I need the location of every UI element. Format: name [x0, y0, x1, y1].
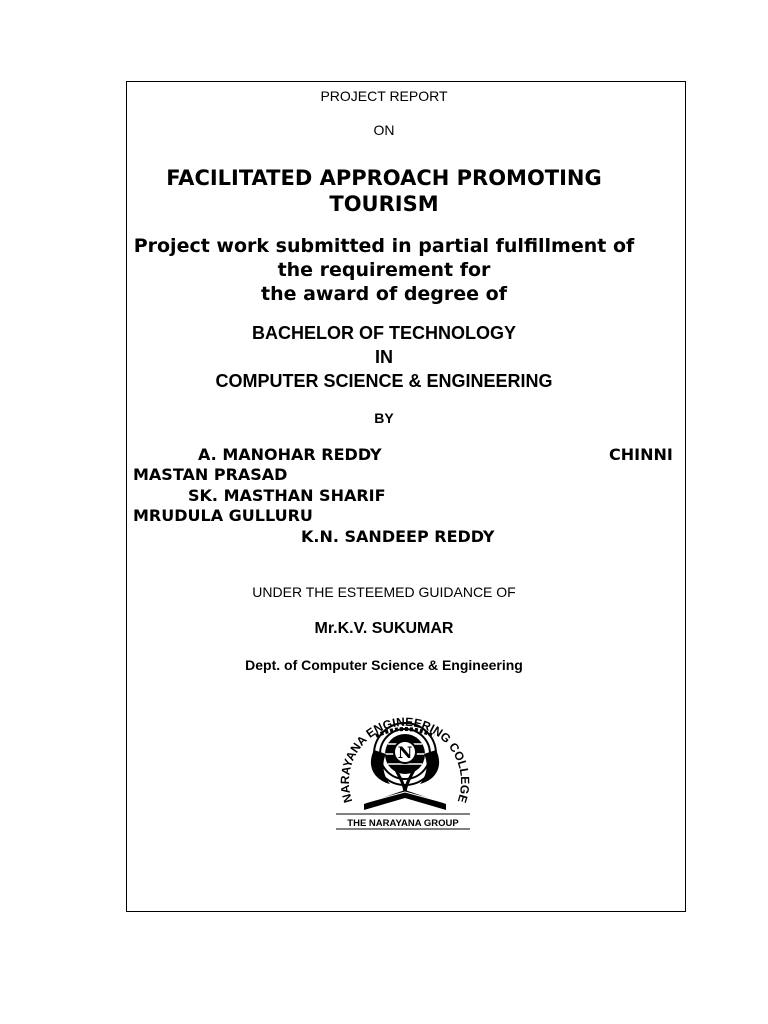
- degree-line2: IN: [375, 347, 393, 367]
- project-title-line2: TOURISM: [329, 192, 439, 216]
- author-name-3: SK. MASTHAN SHARIF: [188, 486, 386, 505]
- logo-emblem-letter: N: [397, 743, 413, 762]
- college-logo: [330, 692, 476, 832]
- submission-line1: Project work submitted in partial fulfillment of: [133, 235, 635, 257]
- author-name-1: A. MANOHAR REDDY: [198, 445, 382, 464]
- project-title-line1: FACILITATED APPROACH PROMOTING: [166, 166, 602, 190]
- author-name-5: K.N. SANDEEP REDDY: [301, 527, 495, 546]
- author-name-2-first: CHINNI: [609, 445, 673, 464]
- author-name-2-last: MASTAN PRASAD: [133, 465, 288, 484]
- logo-banner-text: THE NARAYANA GROUP: [347, 818, 459, 829]
- submission-line3: the award of degree of: [261, 283, 507, 305]
- guide-name: Mr.K.V. SUKUMAR: [314, 620, 454, 637]
- by-label: BY: [374, 410, 394, 426]
- guidance-label: UNDER THE ESTEEMED GUIDANCE OF: [252, 584, 516, 600]
- department-name: Dept. of Computer Science & Engineering: [245, 657, 523, 673]
- logo-arc-text: NARAYANA ENGINEERING COLLEGE: [337, 714, 473, 805]
- degree-line3: COMPUTER SCIENCE & ENGINEERING: [215, 371, 553, 391]
- report-on: ON: [373, 122, 395, 138]
- submission-line2: the requirement for: [277, 259, 491, 281]
- author-name-4: MRUDULA GULLURU: [133, 506, 313, 525]
- degree-line1: BACHELOR OF TECHNOLOGY: [252, 323, 516, 343]
- report-heading: PROJECT REPORT: [320, 88, 448, 104]
